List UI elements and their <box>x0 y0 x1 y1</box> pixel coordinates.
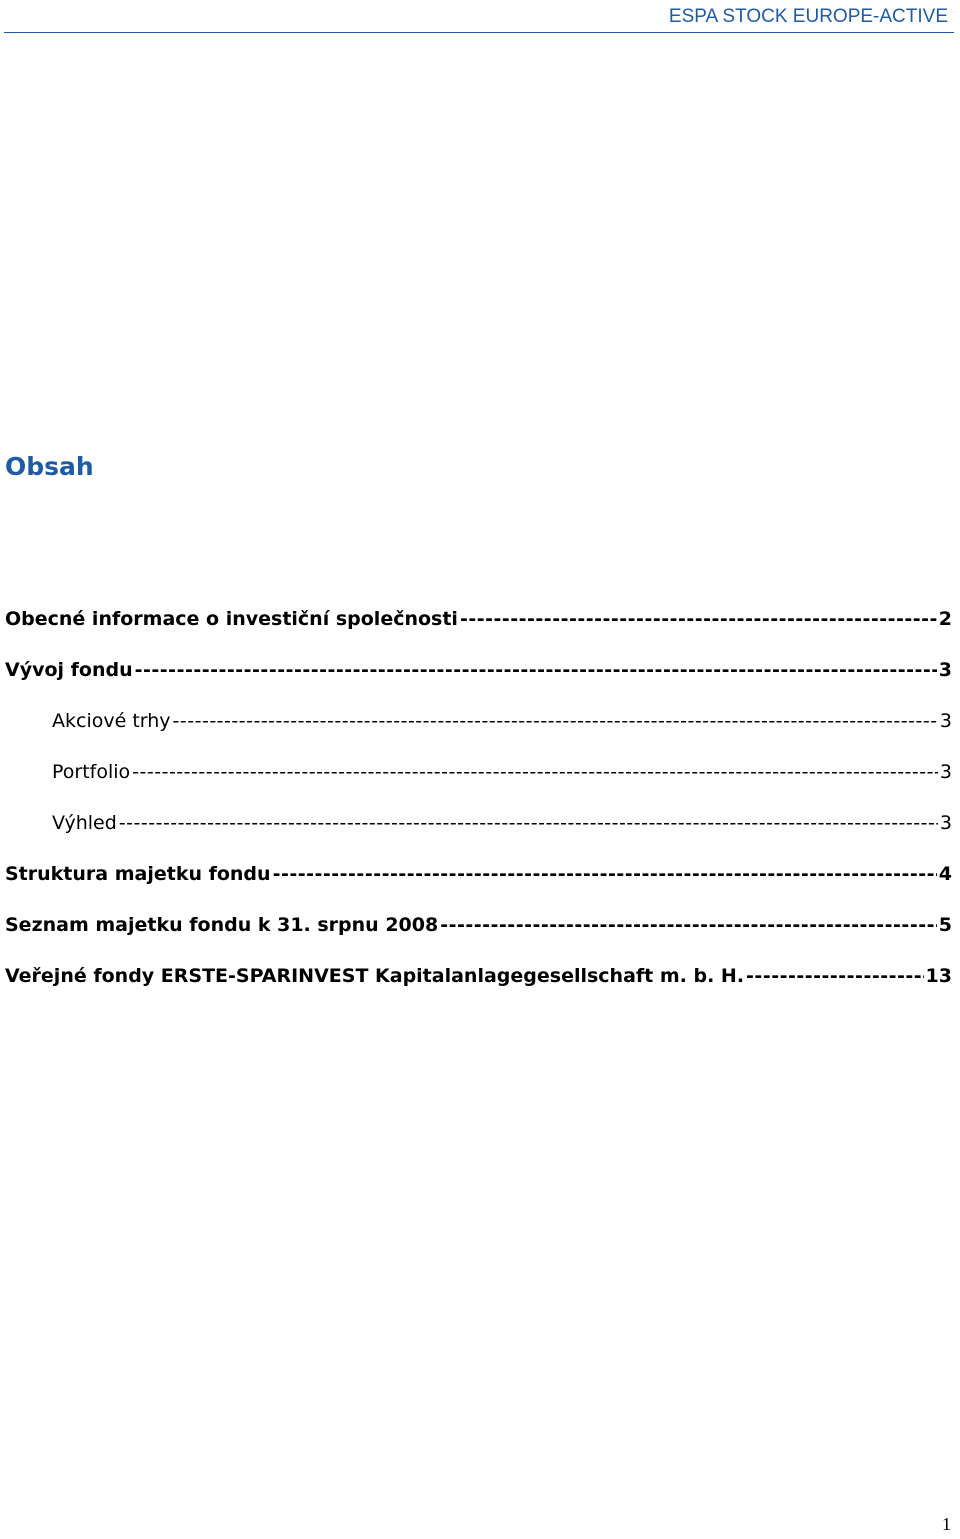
toc-entry-label: Obecné informace o investiční společnosti <box>5 608 458 630</box>
page-header <box>4 0 954 33</box>
toc-entry-label: Akciové trhy <box>52 710 171 732</box>
toc-leader <box>119 804 938 842</box>
toc-entry-label: Vývoj fondu <box>5 659 133 681</box>
toc-subentry[interactable] <box>5 753 952 804</box>
page-number: 1 <box>942 1514 951 1534</box>
toc-entry[interactable] <box>5 651 952 702</box>
toc-subentry[interactable] <box>5 804 952 855</box>
toc-entry-page: 3 <box>939 710 952 732</box>
toc-entry-page: 4 <box>938 863 952 885</box>
toc-leader <box>132 753 938 791</box>
toc-leader <box>440 906 937 944</box>
toc-leader <box>746 957 924 995</box>
toc-entry-page: 5 <box>938 914 952 936</box>
toc-entry[interactable] <box>5 600 952 651</box>
toc-entry[interactable] <box>5 906 952 957</box>
toc-entry-label: Seznam majetku fondu k 31. srpnu 2008 <box>5 914 439 936</box>
toc-entry[interactable] <box>5 855 952 906</box>
toc-entry[interactable] <box>5 957 952 1008</box>
toc-entry-label: Portfolio <box>52 761 131 783</box>
toc-leader <box>460 600 937 638</box>
toc-leader <box>135 651 937 689</box>
toc-entry-label: Struktura majetku fondu <box>5 863 271 885</box>
toc-entry-label: Veřejné fondy ERSTE-SPARINVEST Kapitalanlagegesellschaft m. b. H. <box>5 965 745 987</box>
toc-subentry[interactable] <box>5 702 952 753</box>
toc-leader <box>173 702 938 740</box>
toc-entry-page: 3 <box>938 659 952 681</box>
toc-entry-label: Výhled <box>52 812 117 834</box>
page-title: Obsah <box>5 452 94 481</box>
toc-entry-page: 3 <box>939 761 952 783</box>
toc-leader <box>273 855 937 893</box>
toc-entry-page: 13 <box>925 965 952 987</box>
toc-entry-page: 2 <box>938 608 952 630</box>
table-of-contents <box>5 600 952 1008</box>
header-title: ESPA STOCK EUROPE-ACTIVE <box>668 6 948 27</box>
toc-entry-page: 3 <box>939 812 952 834</box>
